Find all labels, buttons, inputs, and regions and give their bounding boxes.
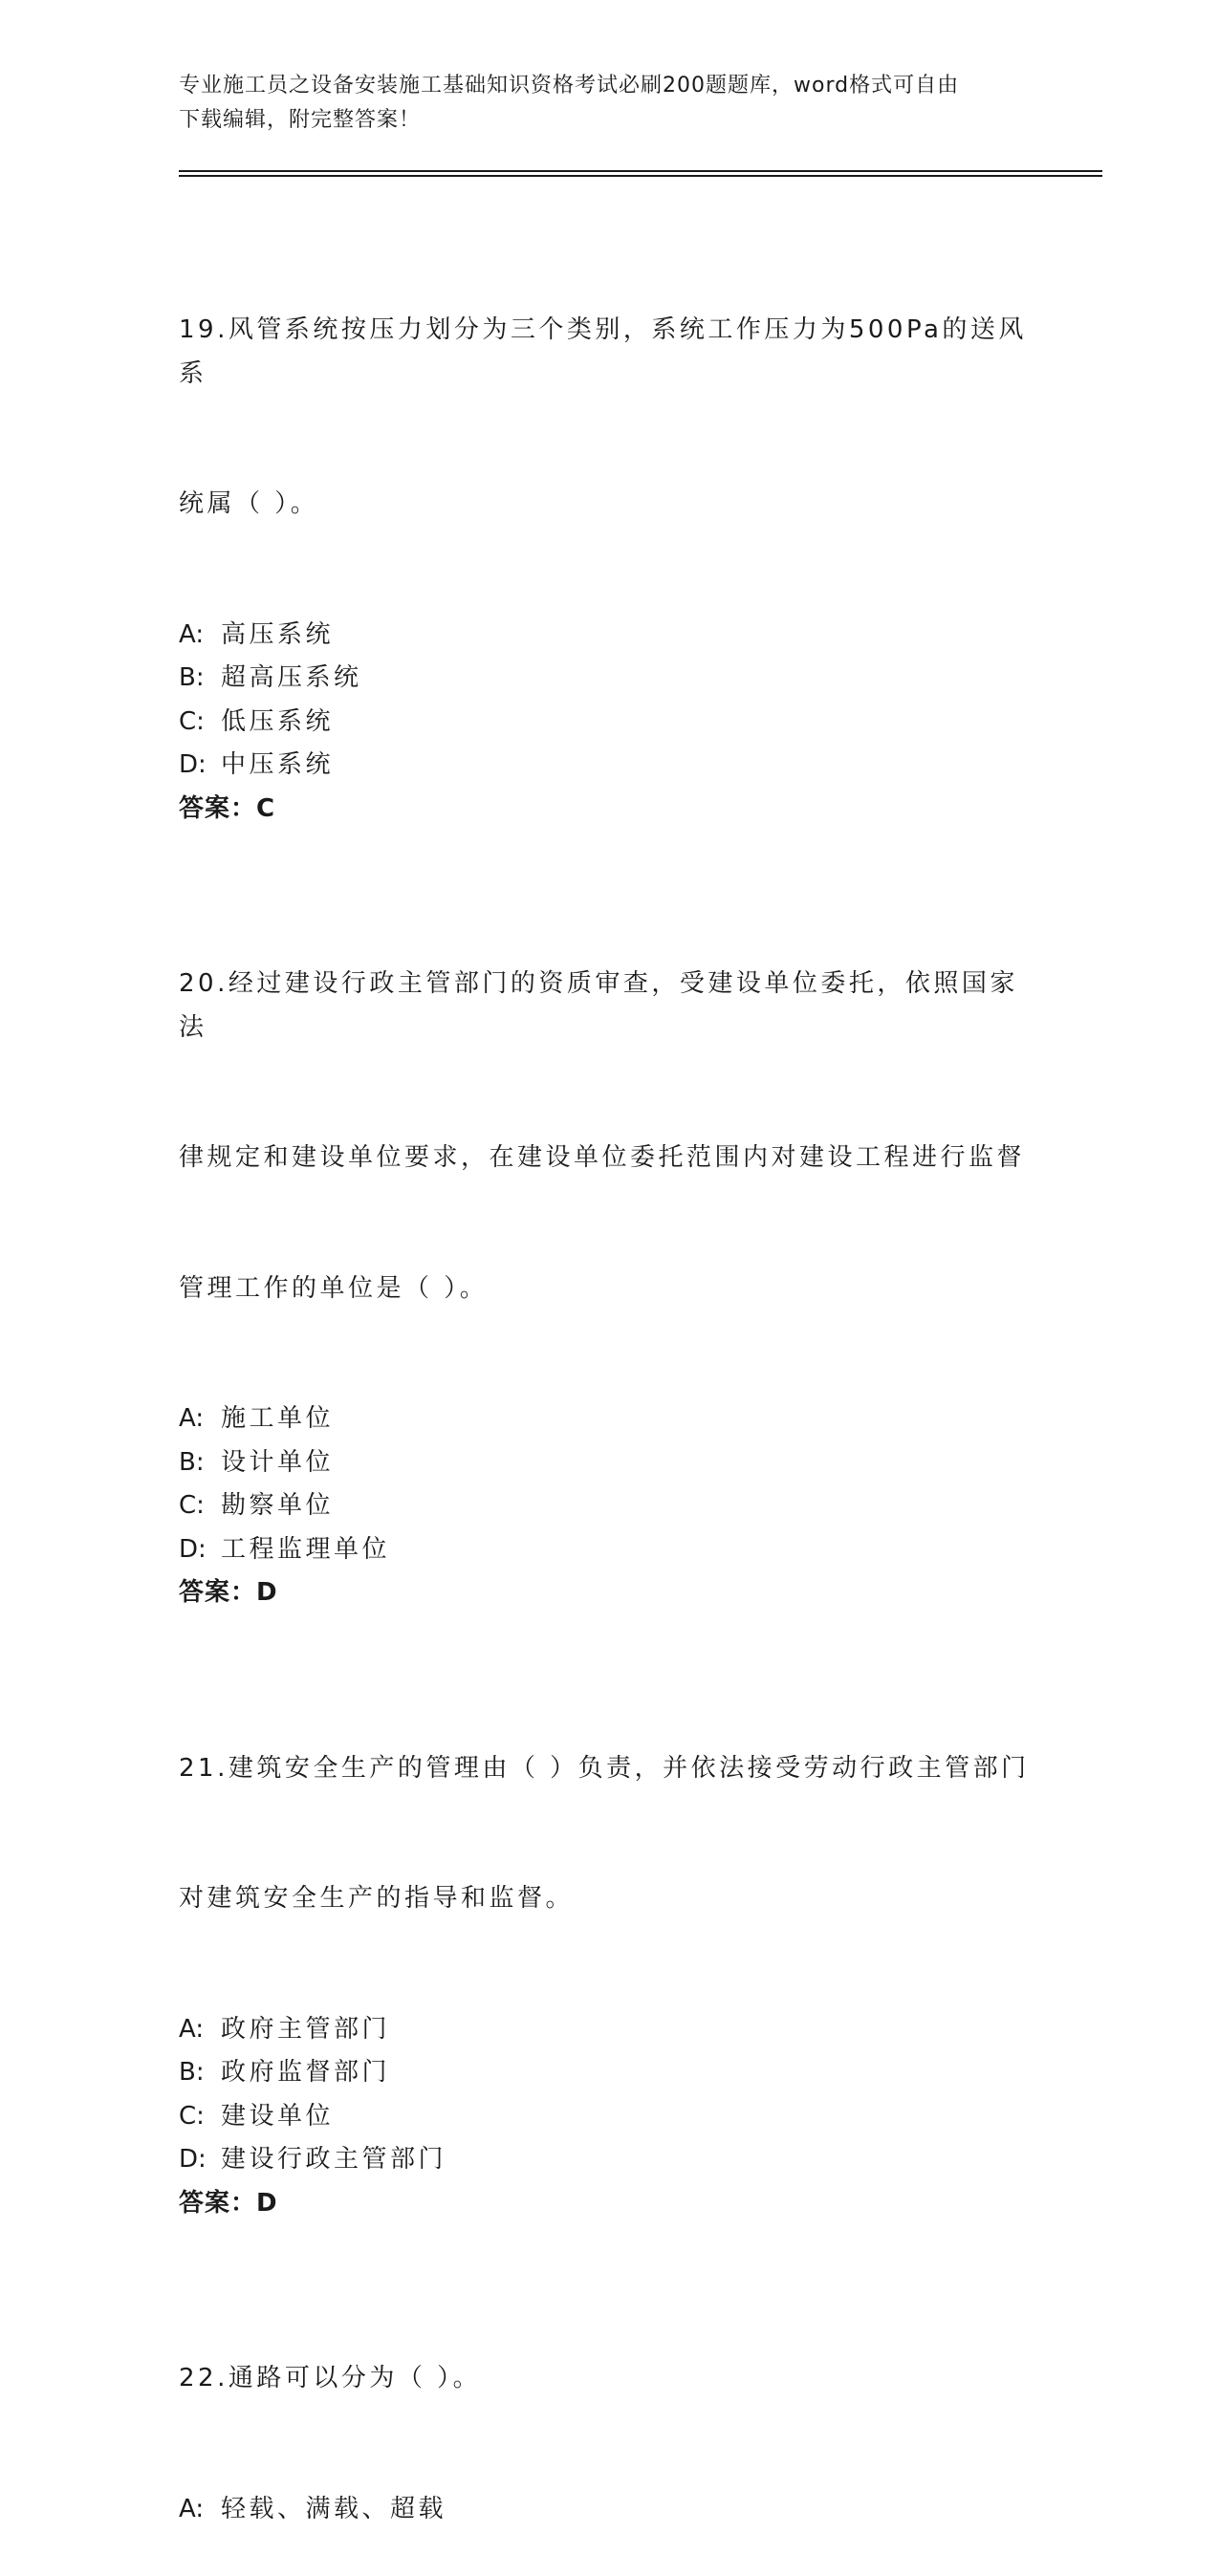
option-d — [179, 2138, 1039, 2182]
option-a — [179, 2488, 1039, 2532]
option-label: B: — [179, 1447, 205, 1477]
stem-line: 22.通路可以分为（ ）。 — [179, 2364, 482, 2392]
option-b — [179, 2051, 1039, 2095]
stem-line: 管理工作的单位是（ ）。 — [179, 1273, 489, 1303]
question-21 — [179, 1660, 1039, 2226]
option-text: 施工单位 — [221, 1404, 335, 1433]
option-label: A: — [179, 2494, 205, 2523]
option-d — [179, 1528, 1039, 1572]
question-list — [179, 222, 1039, 2576]
stem-line: 19.风管系统按压力划分为三个类别，系统工作压力为500Pa的送风系 — [179, 315, 1027, 388]
option-label: B: — [179, 663, 205, 692]
option-label: B: — [179, 2058, 205, 2087]
option-a — [179, 614, 1039, 658]
option-label: A: — [179, 619, 205, 649]
option-b — [179, 657, 1039, 701]
question-stem — [179, 222, 1039, 614]
answer-line: 答案：C — [179, 793, 276, 823]
question-20 — [179, 876, 1039, 1615]
question-22 — [179, 2270, 1039, 2531]
option-a — [179, 1397, 1039, 1441]
option-d — [179, 744, 1039, 788]
question-stem — [179, 876, 1039, 1397]
question-19 — [179, 222, 1039, 831]
option-b — [179, 1441, 1039, 1485]
option-label: C: — [179, 2101, 205, 2131]
answer-line: 答案：D — [179, 1578, 278, 1607]
stem-line: 20.经过建设行政主管部门的资质审查，受建设单位委托，依照国家法 — [179, 969, 1018, 1042]
option-text: 轻载、满载、超载 — [221, 2494, 447, 2523]
option-label: A: — [179, 1404, 205, 1433]
option-c — [179, 1484, 1039, 1528]
header-line-1: 专业施工员之设备安装施工基础知识资格考试必刷200题题库，word格式可自由 — [179, 74, 960, 97]
option-label: D: — [179, 1534, 207, 1564]
option-text: 建设单位 — [221, 2101, 335, 2131]
option-text: 低压系统 — [221, 706, 335, 736]
option-label: C: — [179, 706, 205, 736]
option-label: A: — [179, 2014, 205, 2044]
option-text: 超高压系统 — [221, 663, 362, 692]
option-text: 政府主管部门 — [221, 2014, 391, 2044]
document-header — [179, 69, 1039, 138]
option-a — [179, 2008, 1039, 2052]
stem-line: 统属（ ）。 — [179, 489, 319, 518]
stem-line: 21.建筑安全生产的管理由（ ）负责，并依法接受劳动行政主管部门 — [179, 1753, 1030, 1783]
option-label: C: — [179, 1491, 205, 1520]
stem-line: 对建筑安全生产的指导和监督。 — [179, 1884, 575, 1913]
option-text: 中压系统 — [221, 750, 335, 779]
question-stem — [179, 1660, 1039, 2008]
option-label: D: — [179, 2145, 207, 2174]
option-text: 勘察单位 — [221, 1491, 335, 1520]
header-line-2: 下载编辑，附完整答案！ — [179, 108, 422, 132]
header-divider-top — [179, 170, 1102, 172]
option-label: D: — [179, 750, 207, 779]
option-c — [179, 2095, 1039, 2139]
option-text: 政府监督部门 — [221, 2058, 391, 2087]
option-text: 建设行政主管部门 — [221, 2145, 447, 2174]
question-stem — [179, 2270, 1039, 2488]
option-text: 工程监理单位 — [221, 1534, 391, 1564]
option-text: 高压系统 — [221, 619, 335, 649]
header-divider-bottom — [179, 175, 1102, 177]
option-c — [179, 701, 1039, 745]
answer-line: 答案：D — [179, 2188, 278, 2218]
option-text: 设计单位 — [221, 1447, 335, 1477]
stem-line: 律规定和建设单位要求，在建设单位委托范围内对建设工程进行监督 — [179, 1143, 1026, 1172]
